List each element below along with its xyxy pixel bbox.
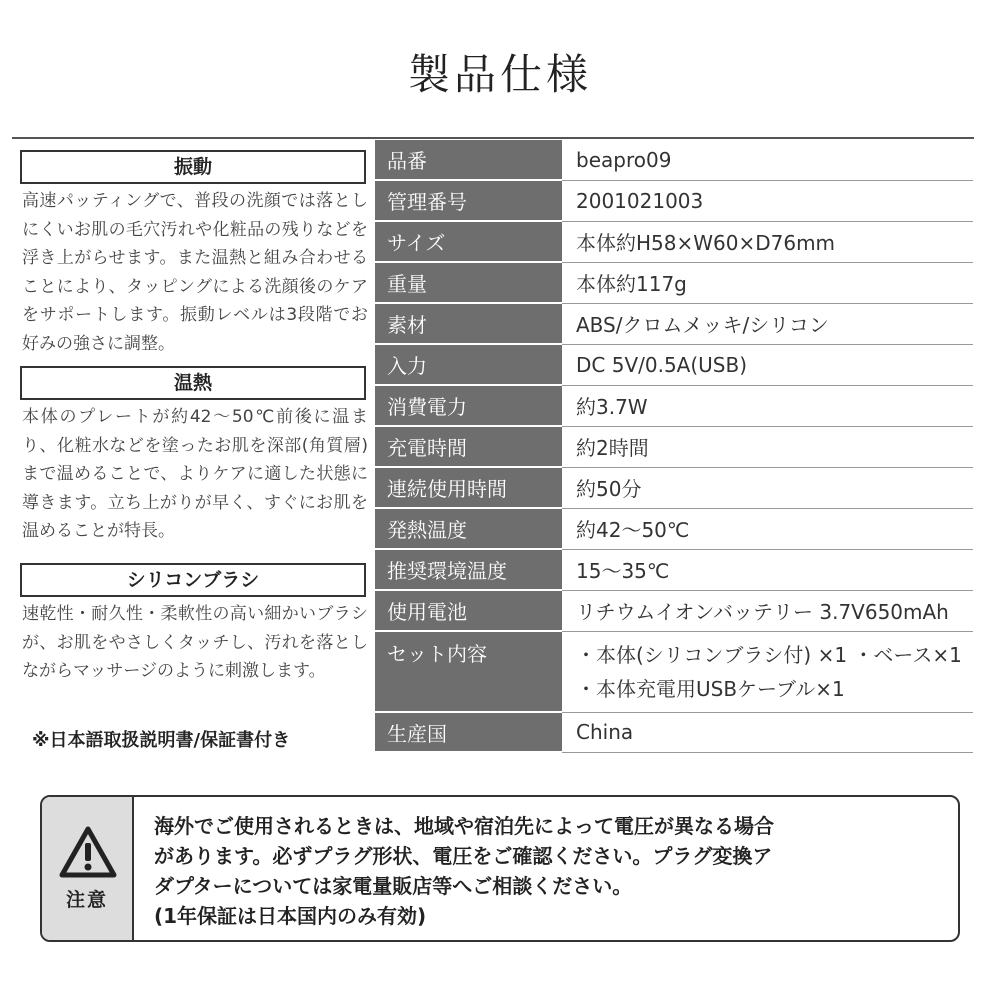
caution-sidebar — [42, 797, 134, 940]
spec-row — [375, 590, 973, 631]
spec-row — [375, 140, 973, 180]
spec-row — [375, 426, 973, 467]
spec-value: beapro09 — [562, 140, 973, 180]
caution-text — [154, 811, 954, 931]
spec-value: 15～35℃ — [562, 549, 973, 590]
spec-row — [375, 221, 973, 262]
spec-value: 約42～50℃ — [562, 508, 973, 549]
spec-value: 本体約117g — [562, 262, 973, 303]
spec-label: 推奨環境温度 — [375, 549, 562, 590]
spec-value: 約2時間 — [562, 426, 973, 467]
spec-value: 本体約H58×W60×D76mm — [562, 221, 973, 262]
spec-row — [375, 508, 973, 549]
spec-value: China — [562, 712, 973, 752]
caution-box — [40, 795, 960, 942]
caution-line: (1年保証は日本国内のみ有効) — [154, 904, 427, 928]
manual-note: ※日本語取扱説明書/保証書付き — [32, 730, 291, 751]
spec-row — [375, 712, 973, 752]
spec-label: 素材 — [375, 303, 562, 344]
spec-value-line: ・本体充電用USBケーブル×1 — [576, 676, 845, 701]
caution-label: 注意 — [65, 889, 108, 911]
spec-row — [375, 180, 973, 221]
spec-value: 約50分 — [562, 467, 973, 508]
spec-label: 連続使用時間 — [375, 467, 562, 508]
spec-value: ABS/クロムメッキ/シリコン — [562, 303, 973, 344]
spec-label: 品番 — [375, 140, 562, 180]
spec-table — [375, 140, 973, 753]
spec-label: 入力 — [375, 344, 562, 385]
caution-line: 海外でご使用されるときは、地域や宿泊先によって電圧が異なる場合 — [154, 814, 774, 838]
spec-label: 発熱温度 — [375, 508, 562, 549]
feature-heading-heat: 温熱 — [20, 366, 366, 400]
spec-value: 2001021003 — [562, 180, 973, 221]
spec-label: 消費電力 — [375, 385, 562, 426]
spec-value: リチウムイオンバッテリー 3.7V650mAh — [562, 590, 973, 631]
spec-label: 重量 — [375, 262, 562, 303]
spec-label: 使用電池 — [375, 590, 562, 631]
page-title: 製品仕様 — [407, 50, 592, 99]
spec-value-line: ・本体(シリコンブラシ付) ×1 ・ベース×1 — [576, 642, 962, 667]
spec-value — [562, 631, 973, 712]
feature-heading-silicone-brush: シリコンブラシ — [20, 563, 366, 597]
spec-label: 生産国 — [375, 712, 562, 752]
warning-icon — [58, 825, 118, 879]
spec-row — [375, 385, 973, 426]
spec-label: 充電時間 — [375, 426, 562, 467]
spec-value: DC 5V/0.5A(USB) — [562, 344, 973, 385]
spec-row — [375, 631, 973, 712]
feature-heading-vibration: 振動 — [20, 150, 366, 184]
feature-body-silicone-brush: 速乾性・耐久性・柔軟性の高い細かいブラシが、お肌をやさしくタッチし、汚れを落としながらマッサージのように刺激します。 — [22, 604, 368, 681]
spec-label: セット内容 — [375, 631, 562, 712]
spec-label: 管理番号 — [375, 180, 562, 221]
spec-value: 約3.7W — [562, 385, 973, 426]
caution-line: ダプターについては家電量販店等へご相談ください。 — [154, 874, 633, 898]
spec-row — [375, 303, 973, 344]
feature-body-vibration: 高速パッティングで、普段の洗顔では落としにくいお肌の毛穴汚れや化粧品の残りなどを浮き上がらせます。また温熱と組み合わせることにより、タッピングによる洗顔後のケアをサポートします。振動レベルは3段階でお好みの強さに調整。 — [22, 191, 368, 354]
caution-line: があります。必ずプラグ形状、電圧をご確認ください。プラグ変換ア — [154, 844, 773, 868]
spec-row — [375, 262, 973, 303]
feature-body-heat: 本体のプレートが約42～50℃前後に温まり、化粧水などを塗ったお肌を深部(角質層)まで温めることで、よりケアに適した状態に導きます。立ち上がりが早く、すぐにお肌を温めることが特長。 — [22, 407, 368, 541]
top-divider — [12, 137, 974, 139]
spec-row — [375, 549, 973, 590]
spec-label: サイズ — [375, 221, 562, 262]
spec-row — [375, 467, 973, 508]
spec-row — [375, 344, 973, 385]
